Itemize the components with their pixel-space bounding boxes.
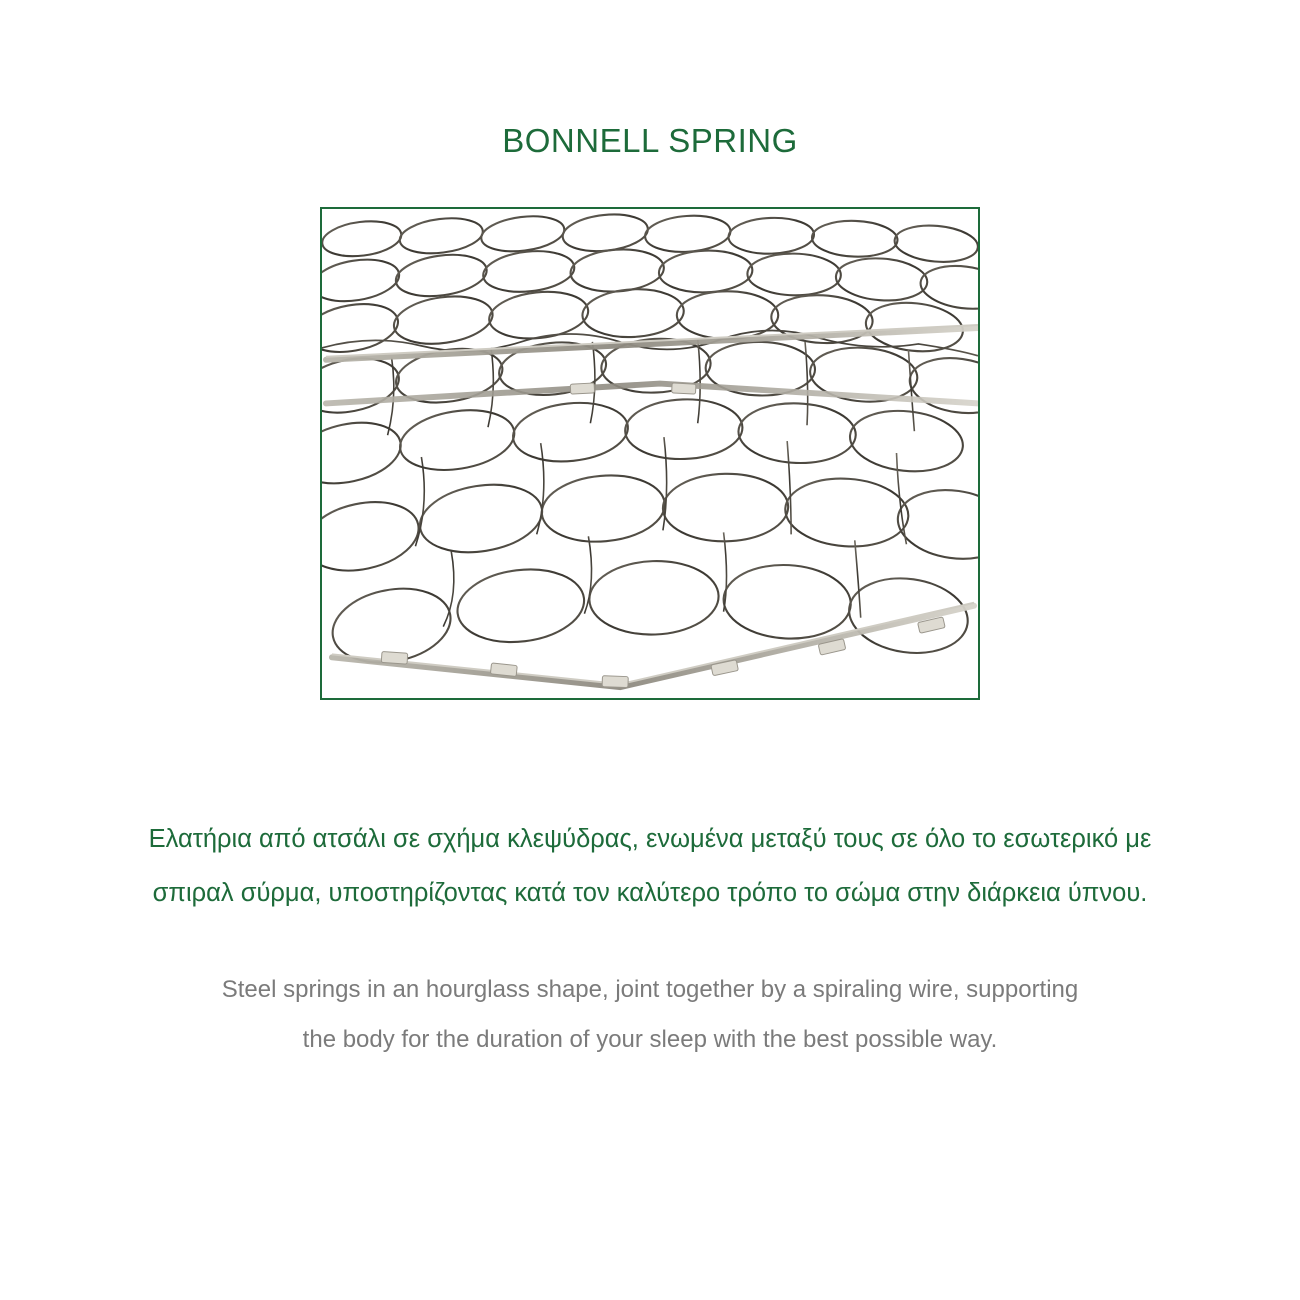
caption-english-line-2: the body for the duration of your sleep with the best possible way. <box>302 1026 998 1053</box>
caption-english-line-1: Steel springs in an hourglass shape, joint together by a spiraling wire, supporting <box>221 976 1079 1003</box>
page-title: BONNELL SPRING <box>502 122 798 159</box>
caption-greek-line-2: σπιραλ σύρμα, υποστηρίζοντας κατά τον καλύτερο τρόπο το σώμα στην διάρκεια ύπνου. <box>152 879 1148 907</box>
caption-greek <box>40 812 1260 920</box>
bonnell-spring-figure <box>320 207 980 700</box>
caption-english <box>60 965 1240 1065</box>
bonnell-spring-illustration <box>322 209 978 698</box>
caption-greek-line-1: Ελατήρια από ατσάλι σε σχήμα κλεψύδρας, ενωμένα μεταξύ τους σε όλο το εσωτερικό με <box>148 825 1152 853</box>
